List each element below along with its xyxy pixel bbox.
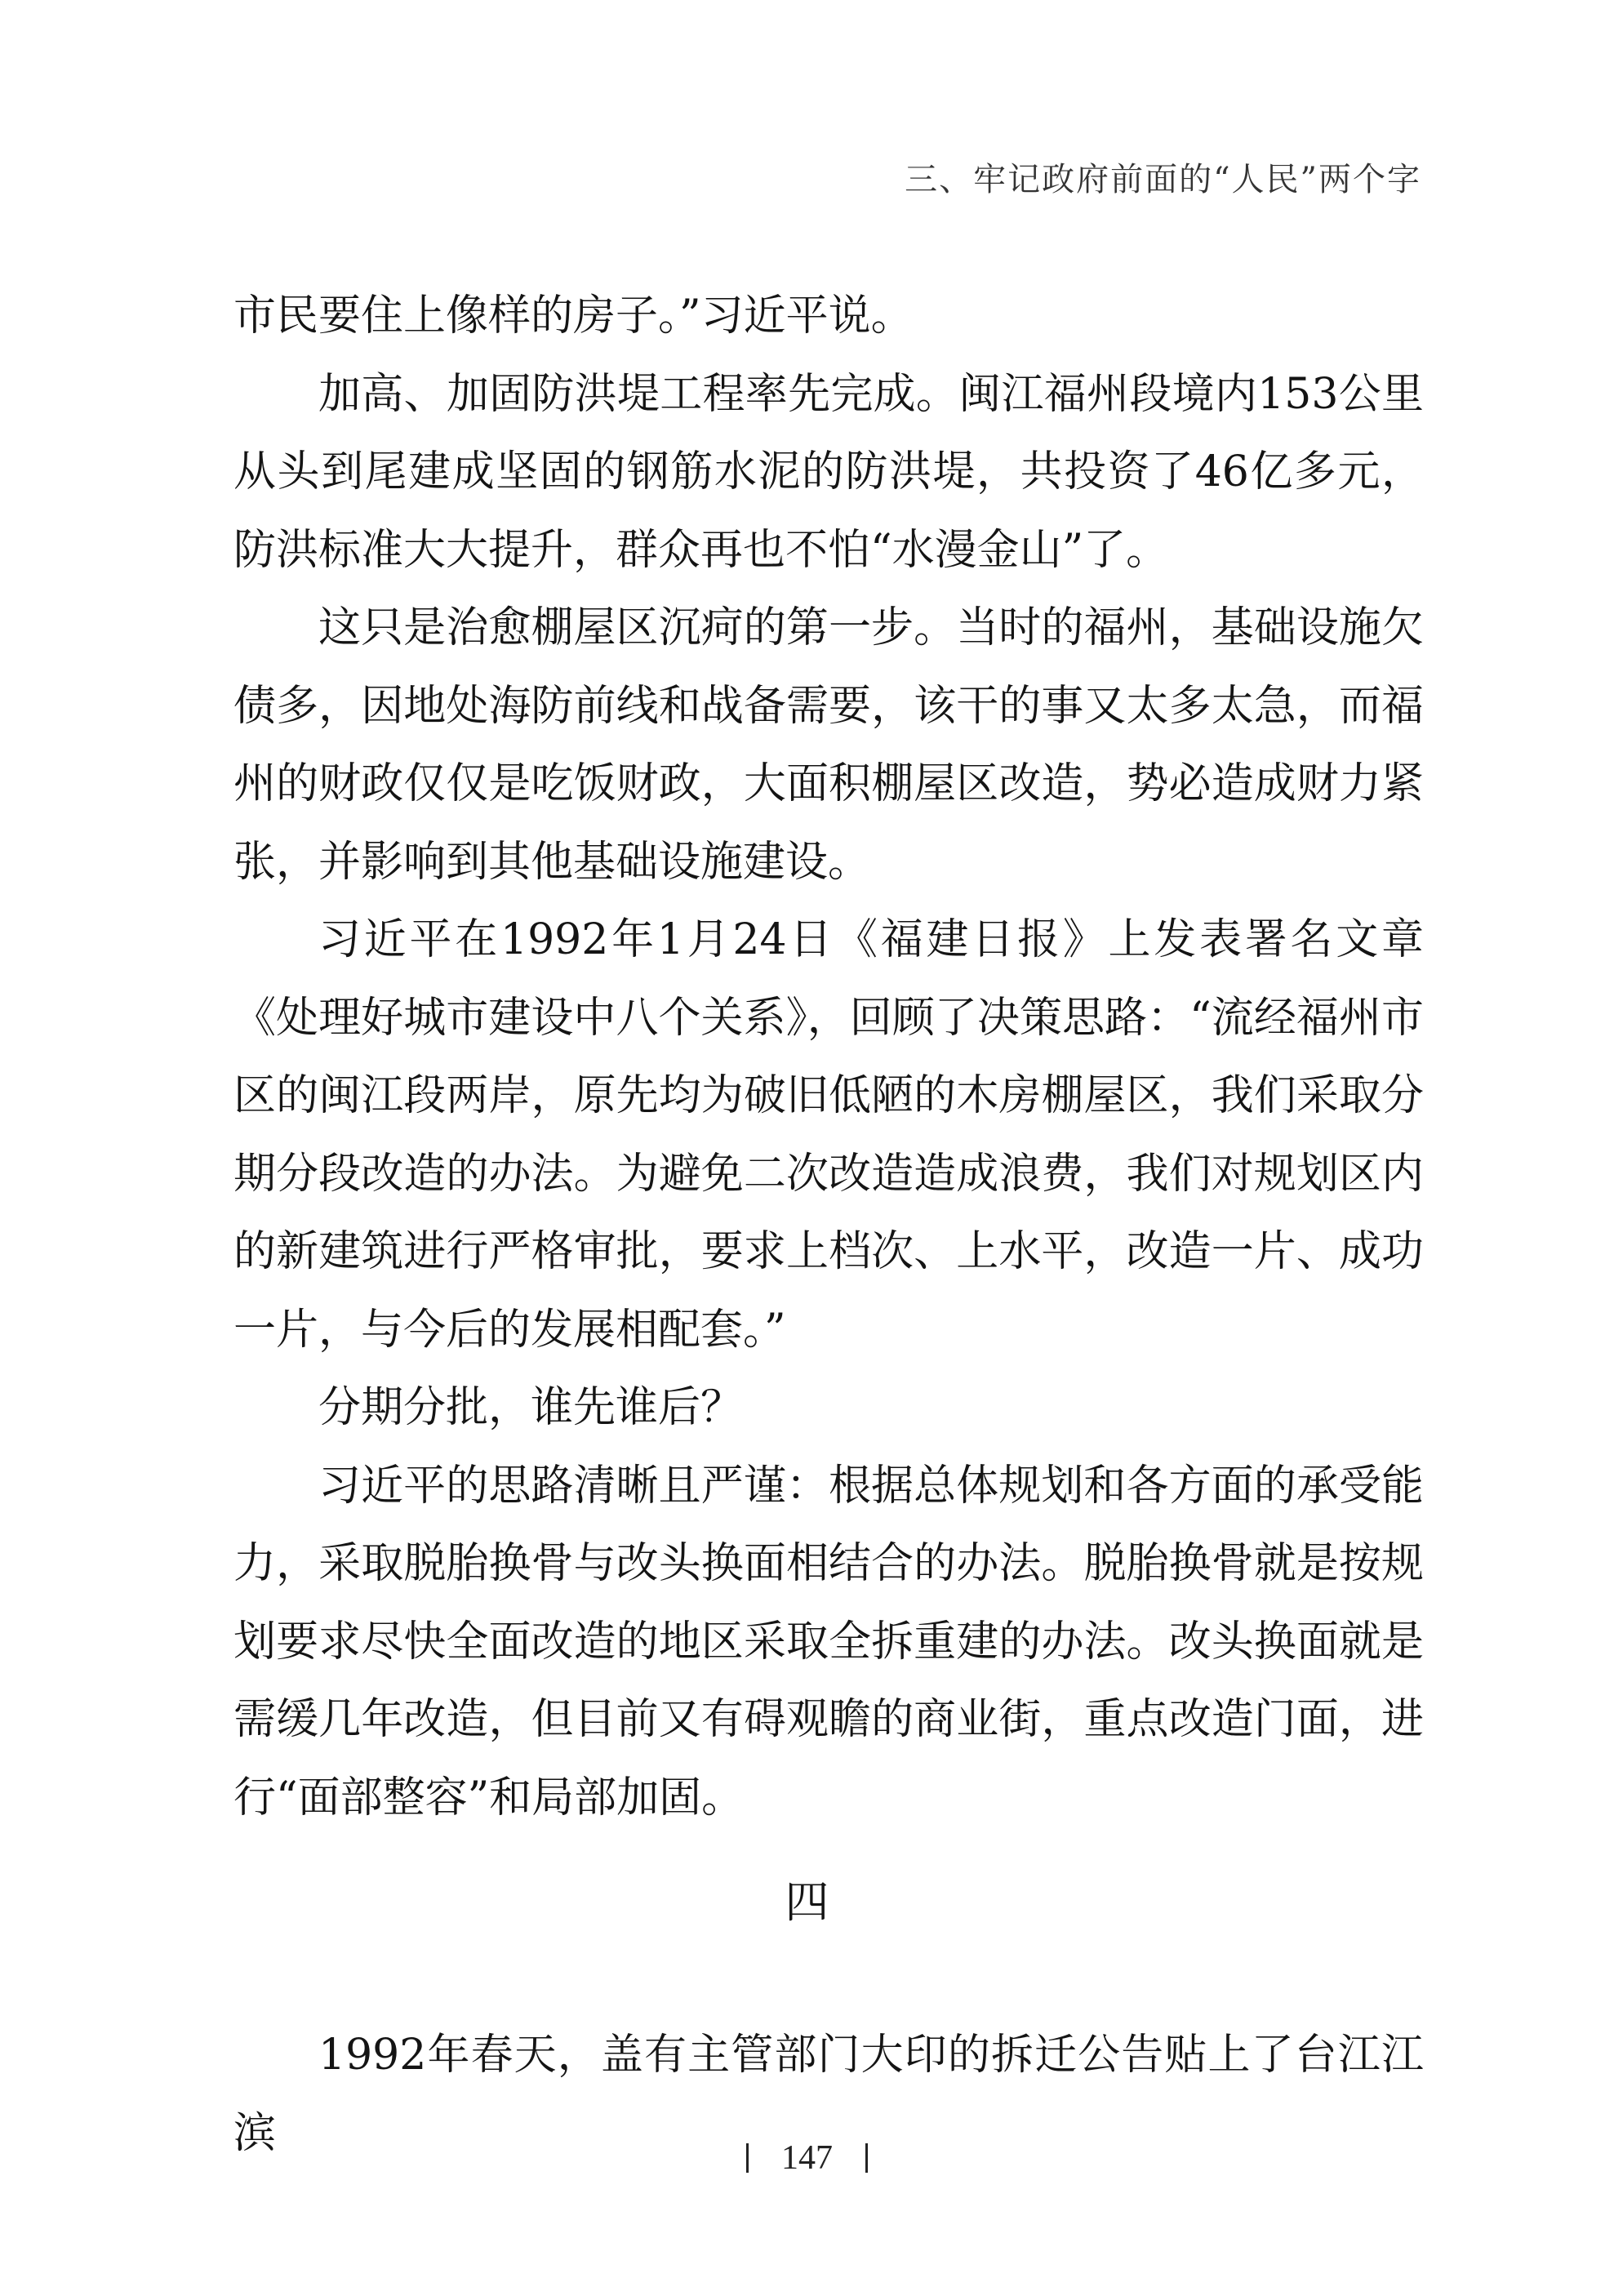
running-head: 三、牢记政府前面的“人民”两个字	[905, 161, 1421, 198]
body-text	[233, 278, 1424, 1837]
folio-right-rule	[865, 2143, 868, 2173]
paragraph: 分期分批，谁先谁后？	[318, 1383, 744, 1432]
folio-left-rule	[746, 2143, 749, 2173]
page-number: 147	[781, 2139, 833, 2177]
paragraph: 习近平的思路清晰且严谨：根据总体规划和各方面的承受能力，采取脱胎换骨与改头换面相结合的办法。脱胎换骨就是按规划要求尽快全面改造的地区采取全拆重建的办法。改头换面就是需缓几年改造，但目前又有碍观瞻的商业街，重点改造门面，进行“面部整容”和局部加固。	[233, 1461, 1424, 1822]
paragraph: 这只是治愈棚屋区沉疴的第一步。当时的福州，基础设施欠债多，因地处海防前线和战备需要，该干的事又太多太急，而福州的财政仅仅是吃饭财政，大面积棚屋区改造，势必造成财力紧张，并影响到其他基础设施建设。	[233, 603, 1424, 887]
paragraph: 市民要住上像样的房子。”习近平说。	[233, 291, 914, 340]
section-number: 四	[785, 1876, 829, 1928]
page-footer	[0, 2131, 1614, 2183]
paragraph: 习近平在1992年1月24日《福建日报》上发表署名文章《处理好城市建设中八个关系》，回顾了决策思路：“流经福州市区的闽江段两岸，原先均为破旧低陋的木房棚屋区，我们采取分期分段改造的办法。为避免二次改造造成浪费，我们对规划区内的新建筑进行严格审批，要求上档次、上水平，改造一片、成功一片，与今后的发展相配套。”	[233, 915, 1424, 1355]
paragraph: 加高、加固防洪堤工程率先完成。闽江福州段境内153公里从头到尾建成坚固的钢筋水泥的防洪堤，共投资了46亿多元，防洪标准大大提升，群众再也不怕“水漫金山”了。	[233, 369, 1424, 575]
paragraph: 1992年春天，盖有主管部门大印的拆迁公告贴上了台江江滨	[233, 2031, 1424, 2158]
